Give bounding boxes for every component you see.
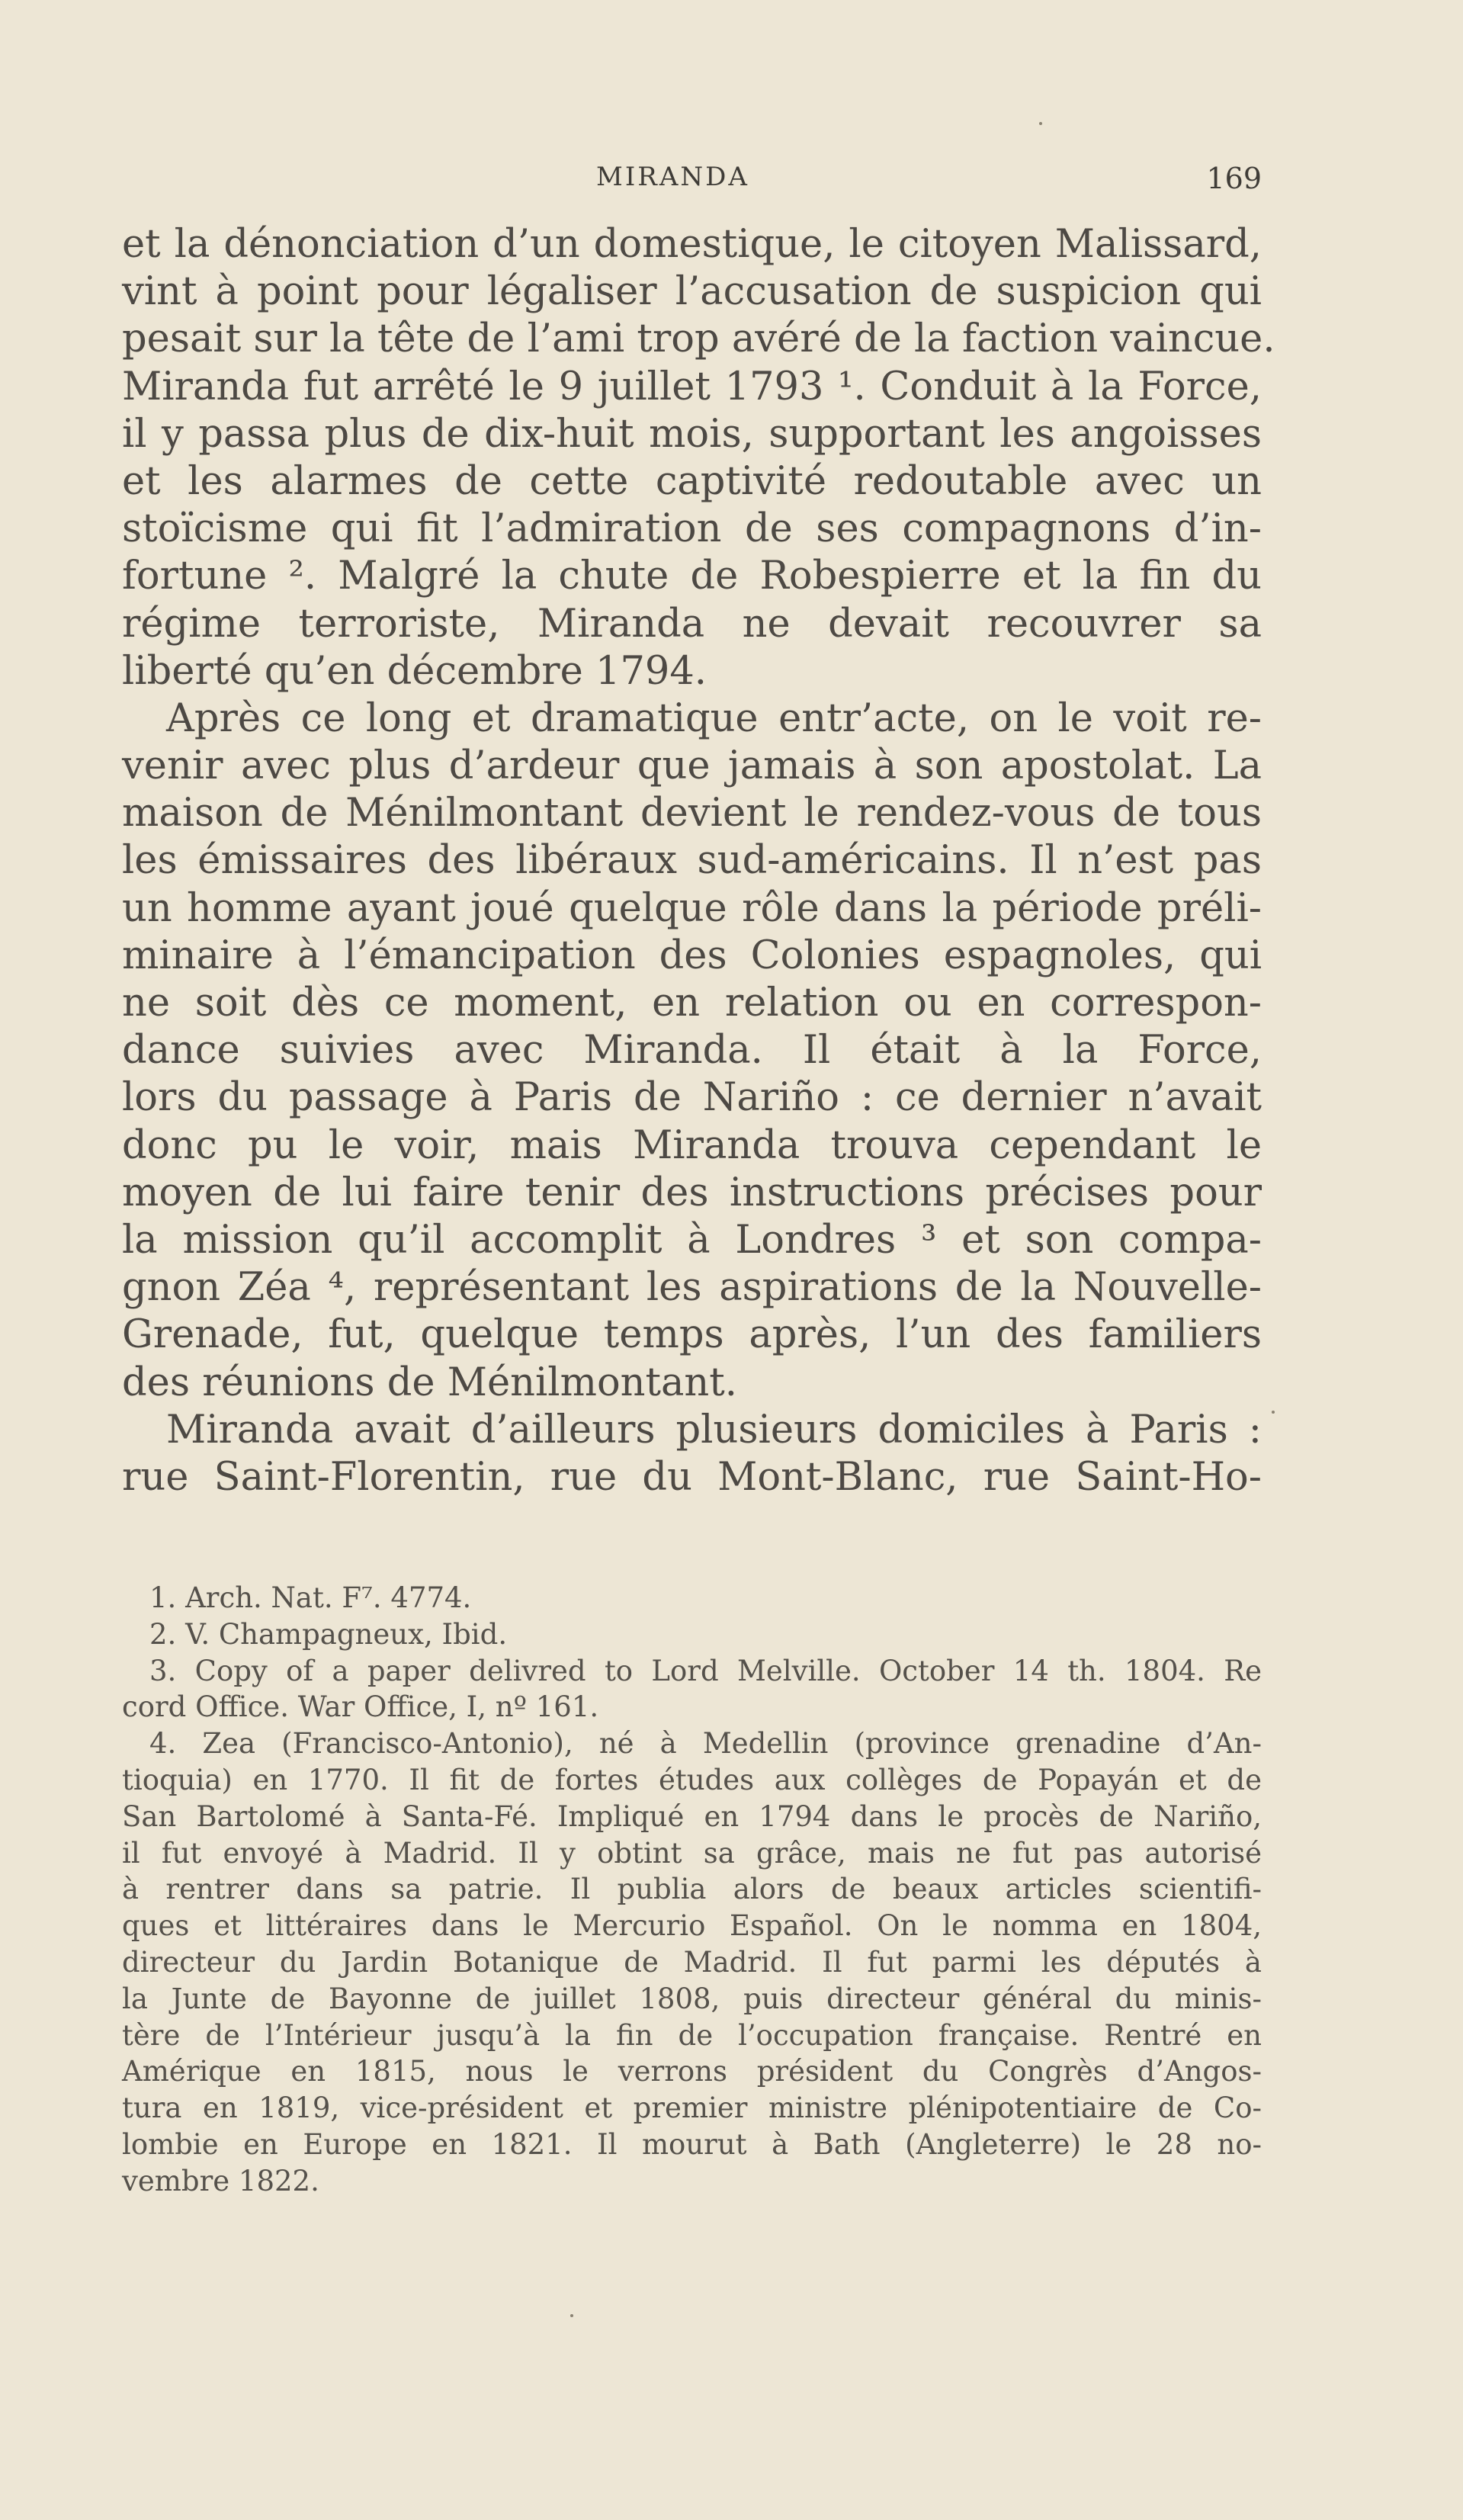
- text-line: liberté qu’en décembre 1794.: [122, 648, 707, 694]
- footnote-line: cord Office. War Office, I, nº 161.: [122, 1690, 599, 1724]
- footnote-line: la Junte de Bayonne de juillet 1808, puis directeur général du minis-: [122, 1982, 1262, 2015]
- footnote-line: 4. Zea (Francisco-Antonio), né à Medellin (province grenadine d’An-: [149, 1727, 1262, 1761]
- text-line: moyen de lui faire tenir des instructions précises pour: [122, 1170, 1262, 1215]
- text-line: Grenade, fut, quelque temps après, l’un des familiers: [122, 1312, 1262, 1358]
- page-header: [122, 162, 1262, 207]
- text-line: il y passa plus de dix-huit mois, supportant les angoisses: [122, 411, 1262, 457]
- text-line: fortune ². Malgré la chute de Robespierre et la fin du: [122, 554, 1262, 599]
- footnote-line: il fut envoyé à Madrid. Il y obtint sa grâce, mais ne fut pas autorisé: [122, 1836, 1262, 1870]
- text-line: ne soit dès ce moment, en relation ou en correspon-: [122, 981, 1262, 1026]
- text-line: pesait sur la tête de l’ami trop avéré de la faction vaincue.: [122, 316, 1275, 362]
- text-line: Miranda fut arrêté le 9 juillet 1793 ¹. Conduit à la Force,: [122, 364, 1262, 409]
- text-line: maison de Ménilmontant devient le rendez-vous de tous: [122, 791, 1262, 836]
- text-line: régime terroriste, Miranda ne devait recouvrer sa: [122, 601, 1262, 647]
- paper-speck: [1272, 1411, 1275, 1414]
- text-line: vint à point pour légaliser l’accusation de suspicion qui: [122, 269, 1262, 315]
- footnote-line: ques et littéraires dans le Mercurio Español. On le nomma en 1804,: [122, 1909, 1262, 1943]
- footnote-line: San Bartolomé à Santa-Fé. Impliqué en 1794 dans le procès de Nariño,: [122, 1799, 1262, 1833]
- text-line: Après ce long et dramatique entr’acte, on le voit re-: [166, 695, 1262, 741]
- text-line: lors du passage à Paris de Nariño : ce dernier n’avait: [122, 1075, 1262, 1121]
- footnote-line: 1. Arch. Nat. F⁷. 4774.: [149, 1581, 472, 1614]
- footnote-line: 2. V. Champagneux, Ibid.: [149, 1617, 508, 1651]
- text-line: et les alarmes de cette captivité redoutable avec un: [122, 458, 1262, 504]
- page-number: 169: [1206, 162, 1262, 195]
- text-line: venir avec plus d’ardeur que jamais à son apostolat. La: [122, 743, 1262, 789]
- footnote-line: 3. Copy of a paper delivred to Lord Melville. October 14 th. 1804. Re: [149, 1654, 1262, 1687]
- text-line: un homme ayant joué quelque rôle dans la période préli-: [122, 885, 1262, 931]
- footnote-line: tura en 1819, vice-président et premier ministre plénipotentiaire de Co-: [122, 2091, 1262, 2125]
- footnote-line: lombie en Europe en 1821. Il mourut à Bath (Angleterre) le 28 no-: [122, 2127, 1262, 2161]
- text-line: et la dénonciation d’un domestique, le citoyen Malissard,: [122, 222, 1262, 267]
- footnotes: [122, 1580, 1262, 2200]
- text-line: rue Saint-Florentin, rue du Mont-Blanc, rue Saint-Ho-: [122, 1454, 1262, 1500]
- footnote-line: tioquia) en 1770. Il fit de fortes études aux collèges de Popayán et de: [122, 1763, 1262, 1796]
- text-line: donc pu le voir, mais Miranda trouva cependant le: [122, 1122, 1262, 1168]
- footnote-line: à rentrer dans sa patrie. Il publia alors de beaux articles scientifi-: [122, 1873, 1262, 1906]
- body-text: [122, 221, 1275, 1501]
- text-line: stoïcisme qui fit l’admiration de ses compagnons d’in-: [122, 506, 1262, 552]
- running-title: MIRANDA: [596, 162, 749, 192]
- footnote-line: directeur du Jardin Botanique de Madrid. Il fut parmi les députés à: [122, 1945, 1262, 1979]
- paper-speck: [1039, 122, 1042, 125]
- text-line: Miranda avait d’ailleurs plusieurs domiciles à Paris :: [166, 1407, 1262, 1453]
- text-line: minaire à l’émancipation des Colonies espagnoles, qui: [122, 933, 1262, 978]
- text-line: les émissaires des libéraux sud-américains. Il n’est pas: [122, 838, 1262, 884]
- text-line: la mission qu’il accomplit à Londres ³ et son compa-: [122, 1217, 1262, 1263]
- paper-speck: [570, 2314, 573, 2317]
- text-line: gnon Zéa ⁴, représentant les aspirations de la Nouvelle-: [122, 1265, 1262, 1311]
- footnote-line: vembre 1822.: [122, 2164, 319, 2197]
- text-line: dance suivies avec Miranda. Il était à la Force,: [122, 1028, 1262, 1074]
- footnote-line: tère de l’Intérieur jusqu’à la fin de l’occupation française. Rentré en: [122, 2018, 1262, 2052]
- footnote-line: Amérique en 1815, nous le verrons président du Congrès d’Angos-: [122, 2055, 1262, 2088]
- text-line: des réunions de Ménilmontant.: [122, 1360, 737, 1405]
